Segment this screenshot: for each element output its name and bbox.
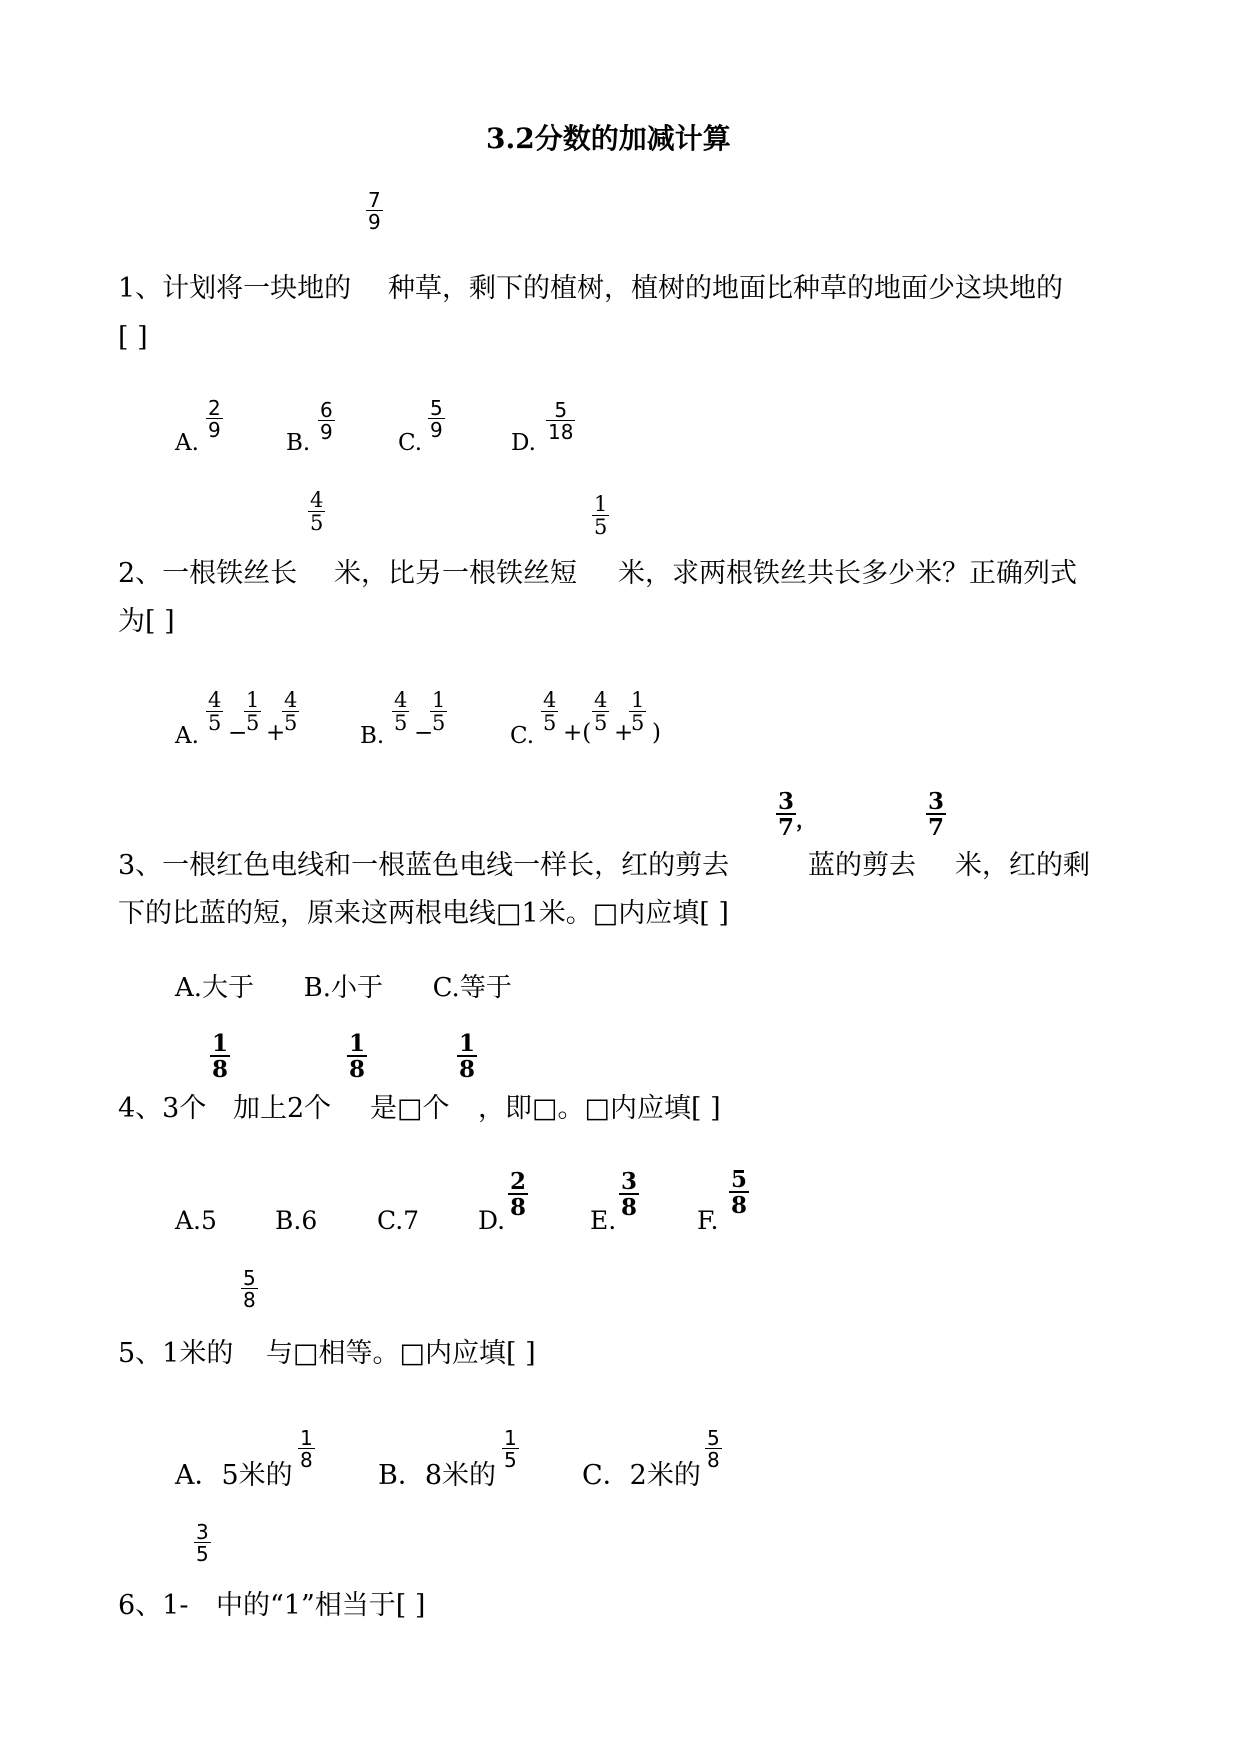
numerator: 1 [594,492,608,516]
q3-fraction-comma: ， [796,808,816,832]
numerator: 5 [243,1266,256,1290]
q1-fraction [366,190,383,232]
numerator: 1 [432,688,446,712]
q5-option-c-fraction [705,1428,722,1470]
q4-option-e-fraction [619,1170,639,1219]
q3-text-a: 3、一根红色电线和一根蓝色电线一样长，红的剪去 [118,850,730,881]
q6-text-a: 6、1- [118,1590,189,1621]
denominator: 5 [208,711,222,735]
numerator: 4 [394,688,408,712]
denominator: 5 [631,711,645,735]
denominator: 9 [368,210,381,234]
denominator: 8 [510,1194,527,1221]
q2-answer-bracket: 为[ ] [118,606,175,637]
q2-option-a-op-1: − [228,720,248,746]
q2-option-a-op-2: + [266,720,286,746]
numerator: 7 [368,188,381,212]
numerator: 5 [707,1426,720,1450]
q4-text-b: 加上2个 [233,1093,332,1124]
denominator: 8 [731,1192,748,1219]
numerator: 6 [320,398,333,422]
denominator: 18 [548,420,574,444]
q4-fraction-1 [210,1032,230,1081]
q5-text-a: 5、1米的 [118,1338,234,1369]
q2-fraction-1 [308,490,325,534]
q4-fraction-3 [457,1032,477,1081]
numerator: 2 [208,396,221,420]
numerator: 5 [731,1166,748,1193]
numerator: 1 [212,1030,229,1057]
q2-option-b-op-1: − [414,720,434,746]
numerator: 1 [300,1426,313,1450]
denominator: 5 [594,711,608,735]
q1-answer-bracket: [ ] [118,322,148,353]
q1-option-a-fraction [206,398,223,440]
q1-option-c-label: C. [398,430,423,456]
q5-fraction [241,1268,258,1310]
page-title: 3.2分数的加减计算 [486,122,731,155]
q2-text-a: 2、一根铁丝长 [118,558,298,589]
q3-options: A.大于 B.小于 C.等于 [175,973,512,1003]
q2-option-c-label: C. [510,723,535,749]
numerator: 1 [349,1030,366,1057]
denominator: 8 [349,1056,366,1083]
numerator: 1 [631,688,645,712]
q1-option-b-fraction [318,400,335,442]
denominator: 7 [778,814,795,841]
q1-text-a: 1、计划将一块地的 [118,273,352,304]
q4-option-e-label: E. [590,1206,617,1235]
denominator: 8 [212,1056,229,1083]
q2-option-c-fraction-3 [629,690,646,734]
denominator: 5 [284,711,298,735]
q3-fraction-1 [776,790,796,839]
q4-option-d-label: D. [478,1206,506,1235]
denominator: 8 [621,1194,638,1221]
q2-option-b-fraction-1 [392,690,409,734]
q2-option-c-op-1: +( [563,720,592,746]
q2-option-c-fraction-2 [592,690,609,734]
numerator: 4 [208,688,222,712]
denominator: 5 [594,515,608,539]
q5-text-b: 与□相等。□内应填[ ] [266,1338,536,1369]
q2-text-b: 米，比另一根铁丝短 [334,558,577,589]
numerator: 4 [594,688,608,712]
denominator: 8 [243,1288,256,1312]
q2-option-a-label: A. [175,723,199,749]
q2-option-c-op-2: + [614,720,634,746]
numerator: 3 [621,1168,638,1195]
denominator: 5 [196,1542,209,1566]
q6-text-b: 中的“1”相当于[ ] [216,1590,426,1621]
q2-option-b-fraction-2 [430,690,447,734]
numerator: 4 [543,688,557,712]
denominator: 8 [707,1448,720,1472]
numerator: 5 [554,398,568,422]
q3-text-line2: 下的比蓝的短，原来这两根电线□1米。□内应填[ ] [118,898,729,929]
q6-fraction [194,1522,211,1564]
q1-text-b: 种草，剩下的植树，植树的地面比种草的地面少这块地的 [388,273,1063,304]
q2-option-c-fraction-1 [541,690,558,734]
numerator: 1 [246,688,260,712]
q3-text-b: 蓝的剪去 [808,850,916,881]
q1-option-d-label: D. [511,430,536,456]
numerator: 1 [459,1030,476,1057]
q2-option-c-op-3: ) [652,720,661,746]
q4-option-f-label: F. [697,1206,719,1235]
q4-fraction-2 [347,1032,367,1081]
denominator: 5 [432,711,446,735]
q4-option-a: A.5 [175,1206,217,1235]
numerator: 2 [510,1168,527,1195]
denominator: 9 [320,420,333,444]
numerator: 1 [504,1426,517,1450]
denominator: 7 [928,814,945,841]
q1-option-b-label: B. [286,430,311,456]
denominator: 9 [430,418,443,442]
numerator: 3 [778,788,795,815]
numerator: 4 [284,688,298,712]
q2-option-a-fraction-2 [244,690,261,734]
q1-option-d-fraction [546,400,575,442]
q5-option-b-fraction [502,1428,519,1470]
q1-option-c-fraction [428,398,445,440]
denominator: 5 [543,711,557,735]
q4-text-c: 是□个 [370,1093,450,1124]
numerator: 3 [928,788,945,815]
q2-text-c: 米，求两根铁丝共长多少米？正确列式 [618,558,1077,589]
denominator: 5 [394,711,408,735]
q1-option-a-label: A. [175,430,199,456]
q5-option-b-label: B．8米的 [378,1460,497,1491]
q5-option-a-fraction [298,1428,315,1470]
q2-option-a-fraction-1 [206,690,223,734]
q4-option-c: C.7 [377,1206,420,1235]
denominator: 5 [504,1448,517,1472]
q4-option-f-fraction [729,1168,749,1217]
q3-text-c: 米，红的剩 [955,850,1090,881]
denominator: 5 [246,711,260,735]
denominator: 8 [459,1056,476,1083]
q4-text-d: ，即□。□内应填[ ] [478,1093,721,1124]
q2-option-a-fraction-3 [282,690,299,734]
q5-option-a-label: A．5米的 [175,1460,293,1491]
denominator: 8 [300,1448,313,1472]
q5-option-c-label: C．2米的 [582,1460,701,1491]
q3-fraction-2 [926,790,946,839]
q2-option-b-label: B. [360,723,385,749]
numerator: 4 [310,488,324,512]
q4-option-d-fraction [508,1170,528,1219]
denominator: 5 [310,511,324,535]
numerator: 5 [430,396,443,420]
q2-fraction-2 [592,494,609,538]
q4-option-b: B.6 [275,1206,318,1235]
q4-text-a: 4、3个 [118,1093,207,1124]
numerator: 3 [196,1520,209,1544]
denominator: 9 [208,418,221,442]
